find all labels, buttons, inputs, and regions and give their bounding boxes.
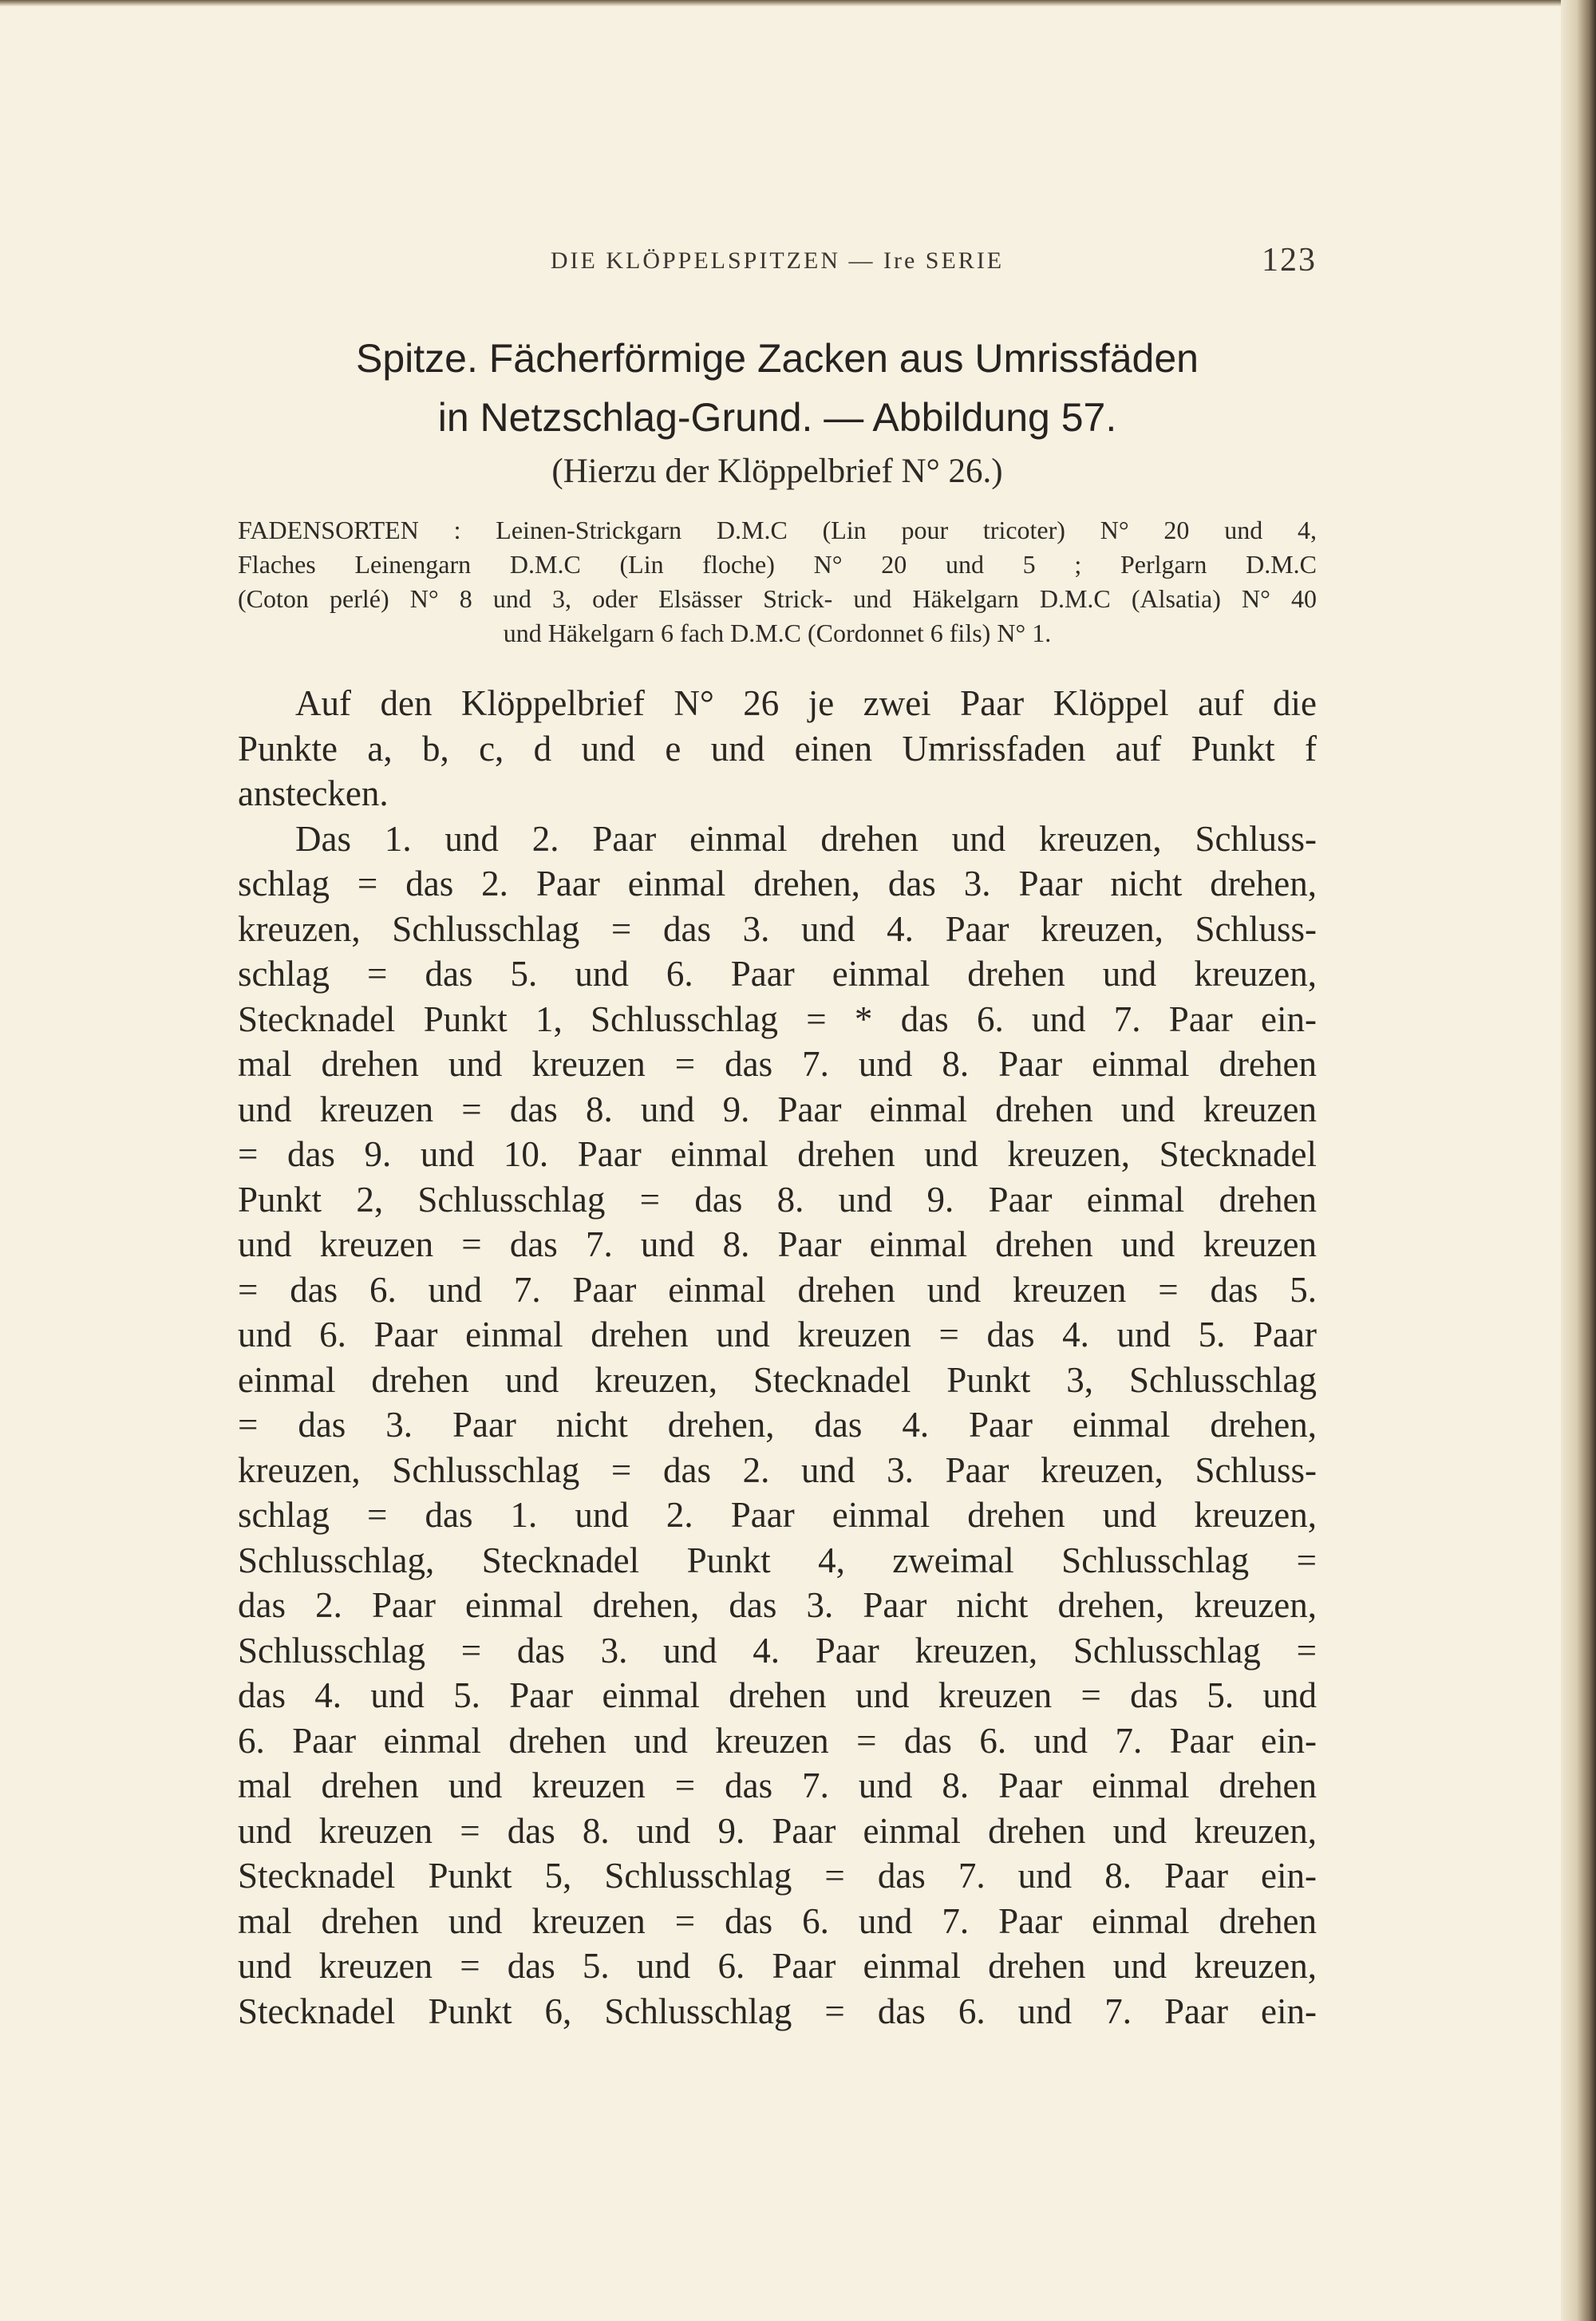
section-title-line-1: Spitze. Fächerförmige Zacken aus Umrissfäden	[356, 336, 1199, 381]
body-line: anstecken.	[238, 773, 389, 813]
section-subtitle: (Hierzu der Klöppelbrief N° 26.)	[551, 453, 1003, 490]
thread-types-line: (Coton perlé) N° 8 und 3, oder Elsässer Strick- und Häkelgarn D.M.C (Alsatia) N° 40	[238, 584, 1317, 613]
body-line: kreuzen, Schlusschlag = das 2. und 3. Paar kreuzen, Schluss-	[238, 1449, 1317, 1490]
page-binding-edge	[1561, 0, 1596, 2321]
book-page	[238, 239, 1317, 2034]
page-number: 123	[1262, 242, 1317, 279]
body-line: mal drehen und kreuzen = das 7. und 8. Paar einmal drehen	[238, 1765, 1317, 1805]
body-line: das 4. und 5. Paar einmal drehen und kreuzen = das 5. und	[238, 1675, 1317, 1715]
running-head-text: DIE KLÖPPELSPITZEN — Ire SERIE	[550, 247, 1005, 274]
thread-types-line: und Häkelgarn 6 fach D.M.C (Cordonnet 6 fils) N° 1.	[503, 619, 1052, 647]
body-line: schlag = das 2. Paar einmal drehen, das 3. Paar nicht drehen,	[238, 864, 1317, 903]
body-line: 6. Paar einmal drehen und kreuzen = das 6. und 7. Paar ein-	[238, 1720, 1317, 1761]
body-line: schlag = das 1. und 2. Paar einmal drehen und kreuzen,	[238, 1495, 1317, 1535]
running-head	[238, 239, 1317, 287]
body-line: und kreuzen = das 8. und 9. Paar einmal drehen und kreuzen,	[238, 1810, 1317, 1851]
body-line: Punkte a, b, c, d und e und einen Umrissfaden auf Punkt f	[238, 728, 1317, 769]
body-line: und kreuzen = das 5. und 6. Paar einmal drehen und kreuzen,	[238, 1946, 1317, 1986]
body-line: Stecknadel Punkt 5, Schlusschlag = das 7. und 8. Paar ein-	[238, 1856, 1317, 1896]
body-line: kreuzen, Schlusschlag = das 3. und 4. Paar kreuzen, Schluss-	[238, 908, 1317, 949]
body-line: schlag = das 5. und 6. Paar einmal drehen und kreuzen,	[238, 954, 1317, 994]
thread-types-line: FADENSORTEN : Leinen-Strickgarn D.M.C (Lin pour tricoter) N° 20 und 4,	[238, 516, 1317, 544]
section-title-line-2: in Netzschlag-Grund. — Abbildung 57.	[437, 395, 1117, 440]
body-line: Das 1. und 2. Paar einmal drehen und kreuzen, Schluss-	[295, 818, 1317, 859]
body-line: Punkt 2, Schlusschlag = das 8. und 9. Paar einmal drehen	[238, 1179, 1317, 1220]
body-line: das 2. Paar einmal drehen, das 3. Paar nicht drehen, kreuzen,	[238, 1585, 1317, 1625]
body-line: Stecknadel Punkt 1, Schlusschlag = * das 6. und 7. Paar ein-	[238, 998, 1317, 1039]
page-top-edge	[0, 0, 1596, 6]
body-line: mal drehen und kreuzen = das 7. und 8. Paar einmal drehen	[238, 1044, 1317, 1084]
body-line: einmal drehen und kreuzen, Stecknadel Punkt 3, Schlusschlag	[238, 1359, 1317, 1400]
body-line: Schlusschlag = das 3. und 4. Paar kreuzen, Schlusschlag =	[238, 1630, 1317, 1671]
body-line: Auf den Klöppelbrief N° 26 je zwei Paar Klöppel auf die	[295, 683, 1317, 723]
body-line: = das 3. Paar nicht drehen, das 4. Paar einmal drehen,	[238, 1405, 1317, 1445]
thread-types-line: Flaches Leinengarn D.M.C (Lin floche) N° 20 und 5 ; Perlgarn D.M.C	[238, 550, 1317, 579]
section-title	[238, 329, 1317, 447]
thread-types-paragraph	[238, 513, 1317, 650]
instructions-text	[238, 681, 1317, 2034]
body-line: Schlusschlag, Stecknadel Punkt 4, zweimal Schlusschlag =	[238, 1540, 1317, 1580]
body-line: und kreuzen = das 7. und 8. Paar einmal drehen und kreuzen	[238, 1224, 1317, 1264]
body-line: = das 6. und 7. Paar einmal drehen und kreuzen = das 5.	[238, 1269, 1317, 1310]
body-line: und 6. Paar einmal drehen und kreuzen = das 4. und 5. Paar	[238, 1315, 1317, 1354]
body-line: Stecknadel Punkt 6, Schlusschlag = das 6. und 7. Paar ein-	[238, 1991, 1317, 2031]
body-line: mal drehen und kreuzen = das 6. und 7. Paar einmal drehen	[238, 1900, 1317, 1941]
body-line: = das 9. und 10. Paar einmal drehen und kreuzen, Stecknadel	[238, 1134, 1317, 1174]
body-line: und kreuzen = das 8. und 9. Paar einmal drehen und kreuzen	[238, 1089, 1317, 1129]
